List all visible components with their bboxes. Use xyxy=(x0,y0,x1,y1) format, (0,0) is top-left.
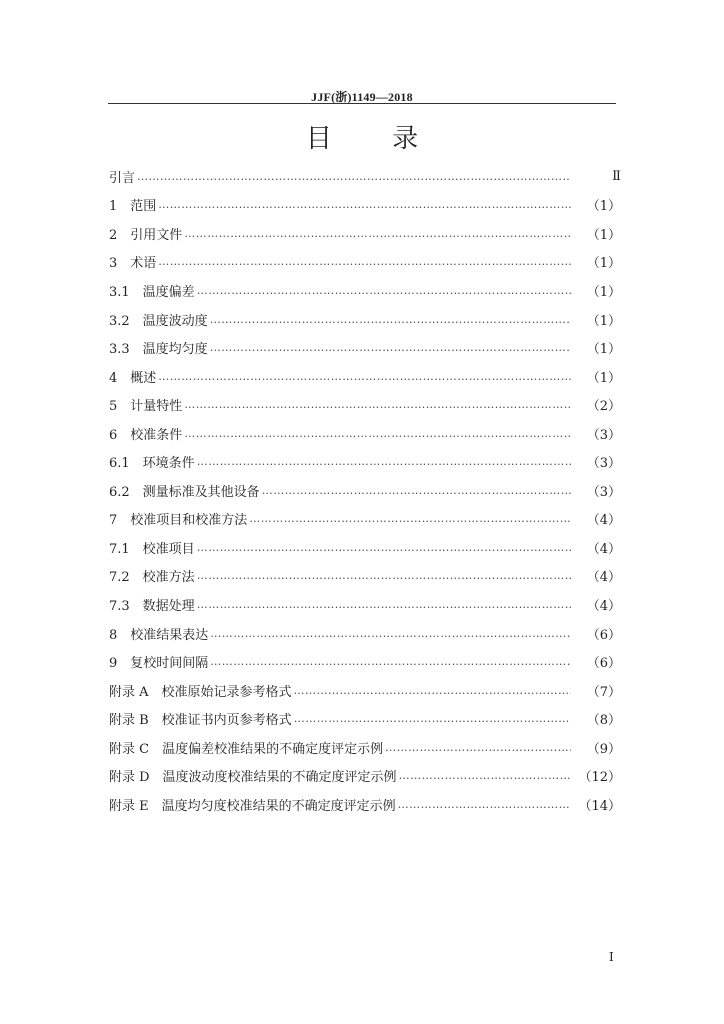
toc-dot-leader xyxy=(398,798,571,811)
header-divider xyxy=(108,103,616,104)
toc-entry-page: （7） xyxy=(586,684,621,700)
toc-entry-page: Ⅱ xyxy=(612,168,621,184)
toc-dot-leader xyxy=(197,569,571,582)
toc-entry-page: （6） xyxy=(586,627,621,643)
toc-entry-appendix-a[interactable] xyxy=(109,676,621,705)
toc-entry-page: （1） xyxy=(586,342,621,358)
toc-entry-page: （4） xyxy=(586,541,621,557)
toc-entry-label: 3.1 温度偏差 xyxy=(109,284,195,300)
toc-entry-label: 3.2 温度波动度 xyxy=(109,313,208,329)
toc-dot-leader xyxy=(385,741,571,754)
toc-entry-terms[interactable] xyxy=(109,248,621,277)
toc-dot-leader xyxy=(210,341,571,354)
toc-entry-page: （4） xyxy=(586,513,621,529)
toc-entry-label: 7.2 校准方法 xyxy=(109,570,195,586)
toc-entry-label: 9 复校时间间隔 xyxy=(109,656,209,672)
toc-entry-calibration-methods[interactable] xyxy=(109,562,621,591)
toc-entry-page: （1） xyxy=(586,284,621,300)
toc-entry-environmental-conditions[interactable] xyxy=(109,447,621,476)
toc-entry-label: 7 校准项目和校准方法 xyxy=(109,513,248,529)
toc-entry-references[interactable] xyxy=(109,219,621,248)
toc-entry-page: （1） xyxy=(586,256,621,272)
toc-entry-label: 附录 A 校准原始记录参考格式 xyxy=(109,684,292,700)
page-number: Ⅰ xyxy=(609,950,614,964)
toc-entry-appendix-c[interactable] xyxy=(109,733,621,762)
toc-dot-leader xyxy=(210,627,571,640)
toc-dot-leader xyxy=(197,541,571,554)
toc-dot-leader xyxy=(210,655,571,668)
toc-entry-label: 3 术语 xyxy=(109,256,157,272)
toc-dot-leader xyxy=(137,170,571,183)
toc-dot-leader xyxy=(158,370,571,383)
toc-entry-recalibration-interval[interactable] xyxy=(109,647,621,676)
toc-entry-temperature-deviation[interactable] xyxy=(109,276,621,305)
toc-dot-leader xyxy=(197,284,571,297)
toc-entry-measurement-standards[interactable] xyxy=(109,476,621,505)
toc-entry-label: 附录 D 温度波动度校准结果的不确定度评定示例 xyxy=(109,770,397,786)
toc-entry-metrological-characteristics[interactable] xyxy=(109,390,621,419)
toc-entry-temperature-uniformity[interactable] xyxy=(109,333,621,362)
toc-entry-page: （1） xyxy=(586,370,621,386)
toc-entry-page: （1） xyxy=(586,313,621,329)
page-title: 目 录 xyxy=(305,124,445,154)
toc-entry-label: 8 校准结果表达 xyxy=(109,627,209,643)
toc-dot-leader xyxy=(197,455,571,468)
toc-entry-appendix-b[interactable] xyxy=(109,704,621,733)
toc-entry-label: 7.3 数据处理 xyxy=(109,598,195,614)
toc-entry-page: （1） xyxy=(586,227,621,243)
toc-entry-page: （3） xyxy=(586,456,621,472)
toc-entry-calibration-items[interactable] xyxy=(109,533,621,562)
toc-dot-leader xyxy=(158,198,571,211)
toc-entry-label: 4 概述 xyxy=(109,370,157,386)
toc-entry-appendix-e[interactable] xyxy=(109,790,621,819)
toc-entry-label: 3.3 温度均匀度 xyxy=(109,342,208,358)
toc-dot-leader xyxy=(158,255,571,268)
toc-dot-leader xyxy=(184,227,571,240)
toc-entry-page: （6） xyxy=(586,656,621,672)
toc-entry-calibration-items-and-methods[interactable] xyxy=(109,505,621,534)
toc-entry-label: 5 计量特性 xyxy=(109,399,183,415)
toc-entry-label: 6.2 测量标准及其他设备 xyxy=(109,484,260,500)
toc-entry-page: （3） xyxy=(586,427,621,443)
toc-entry-label: 附录 E 温度均匀度校准结果的不确定度评定示例 xyxy=(109,798,396,814)
toc-dot-leader xyxy=(262,484,571,497)
document-code-header: JJF(浙)1149—2018 xyxy=(311,90,413,104)
toc-entry-temperature-fluctuation[interactable] xyxy=(109,305,621,334)
toc-entry-label: 6.1 环境条件 xyxy=(109,456,195,472)
toc-entry-scope[interactable] xyxy=(109,191,621,220)
toc-entry-label: 1 范围 xyxy=(109,199,157,215)
toc-entry-calibration-results[interactable] xyxy=(109,619,621,648)
toc-dot-leader xyxy=(210,313,571,326)
toc-entry-page: （1） xyxy=(586,199,621,215)
toc-entry-label: 2 引用文件 xyxy=(109,227,183,243)
toc-entry-appendix-d[interactable] xyxy=(109,761,621,790)
toc-dot-leader xyxy=(399,769,571,782)
toc-entry-label: 附录 C 温度偏差校准结果的不确定度评定示例 xyxy=(109,741,384,757)
toc-entry-overview[interactable] xyxy=(109,362,621,391)
toc-entry-label: 引言 xyxy=(109,170,136,186)
toc-dot-leader xyxy=(249,512,571,525)
toc-entry-page: （12） xyxy=(578,770,621,786)
toc-entry-page: （9） xyxy=(586,741,621,757)
toc-dot-leader xyxy=(294,684,571,697)
toc-dot-leader xyxy=(294,712,571,725)
toc-entry-page: （2） xyxy=(586,399,621,415)
toc-entry-label: 附录 B 校准证书内页参考格式 xyxy=(109,713,292,729)
toc-dot-leader xyxy=(197,598,571,611)
table-of-contents xyxy=(109,162,621,819)
toc-entry-page: （4） xyxy=(586,598,621,614)
toc-entry-data-processing[interactable] xyxy=(109,590,621,619)
toc-entry-label: 7.1 校准项目 xyxy=(109,541,195,557)
toc-entry-foreword[interactable] xyxy=(109,162,621,191)
toc-entry-page: （8） xyxy=(586,713,621,729)
toc-dot-leader xyxy=(184,427,571,440)
toc-dot-leader xyxy=(184,398,571,411)
toc-entry-page: （3） xyxy=(586,484,621,500)
toc-entry-page: （14） xyxy=(578,798,621,814)
toc-entry-label: 6 校准条件 xyxy=(109,427,183,443)
toc-entry-calibration-conditions[interactable] xyxy=(109,419,621,448)
toc-entry-page: （4） xyxy=(586,570,621,586)
